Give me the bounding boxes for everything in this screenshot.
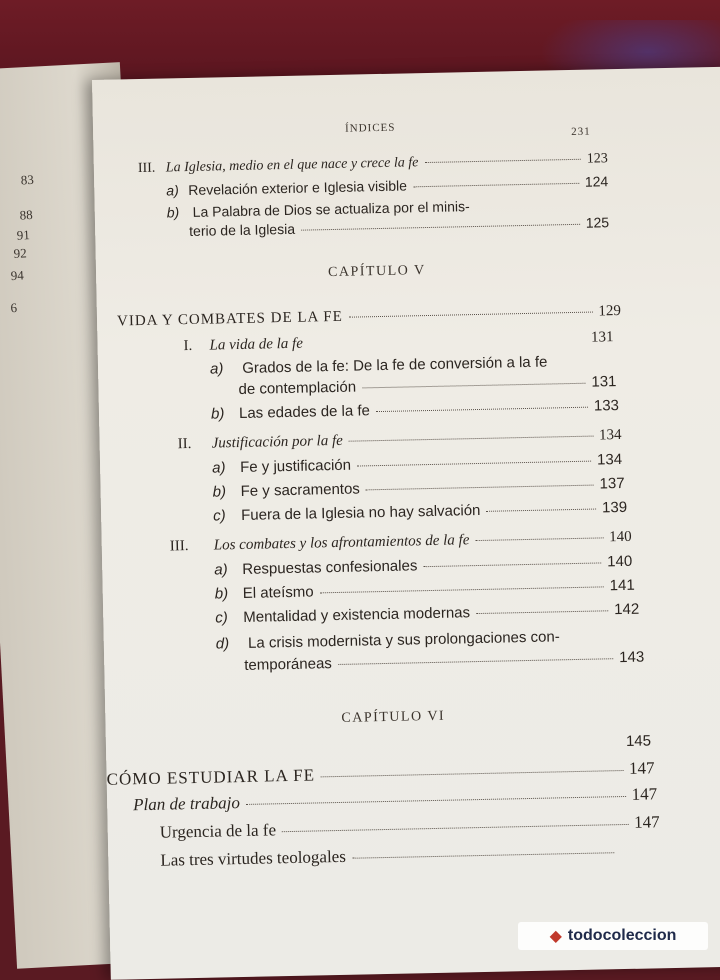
leader-dots <box>362 383 585 389</box>
toc-label: a) <box>211 459 226 477</box>
toc-page: 124 <box>584 173 609 190</box>
toc-text: Grados de la fe: De la fe de conversión a la fe <box>242 353 548 377</box>
toc-page: 142 <box>613 600 640 619</box>
toc-label: a) <box>209 360 224 378</box>
toc-text: Respuestas confesionales <box>242 557 418 578</box>
left-page-number: 94 <box>10 267 25 284</box>
toc-page: 131 <box>591 373 617 391</box>
chapter-heading: CAPÍTULO V <box>327 263 426 281</box>
toc-label: II. <box>177 436 192 453</box>
toc-entry-line <box>216 628 560 652</box>
leader-dots <box>349 436 593 442</box>
toc-entry <box>183 329 613 355</box>
toc-page: 140 <box>609 528 632 546</box>
leader-dots <box>413 183 579 187</box>
toc-page: 134 <box>596 450 623 469</box>
toc-page: 137 <box>599 474 625 493</box>
toc-text: Revelación exterior e Iglesia visible <box>188 177 408 199</box>
toc-page: 129 <box>598 302 622 320</box>
running-header: ÍNDICES <box>344 121 396 135</box>
toc-entry <box>244 649 644 674</box>
toc-label: a) <box>166 182 179 199</box>
left-page-number: 6 <box>10 299 18 316</box>
toc-entry <box>160 812 660 842</box>
leader-dots <box>349 312 593 318</box>
leader-dots <box>301 224 580 231</box>
toc-entry <box>213 499 627 525</box>
toc-page: 123 <box>586 151 608 167</box>
leader-dots <box>366 485 594 491</box>
toc-entry <box>177 427 621 453</box>
toc-page: 147 <box>631 784 658 804</box>
toc-label: d) <box>215 635 230 653</box>
leader-dots <box>376 407 588 412</box>
left-page-number: 91 <box>16 227 31 243</box>
toc-text: VIDA Y COMBATES DE LA FE <box>116 308 344 330</box>
toc-text: La Palabra de Dios se actualiza por el minis- <box>192 198 470 220</box>
leader-dots <box>320 586 604 593</box>
toc-text: de contemplación <box>238 378 357 398</box>
leader-dots <box>423 562 601 567</box>
toc-label: b) <box>212 483 227 501</box>
toc-entry <box>160 841 620 871</box>
toc-entry <box>212 451 622 477</box>
toc-text: CÓMO ESTUDIAR LA FE <box>106 765 316 789</box>
toc-text: Los combates y los afrontamientos de la fe <box>213 532 470 554</box>
toc-page: 133 <box>593 397 620 415</box>
toc-entry <box>211 397 619 423</box>
toc-chapter-title <box>117 303 621 331</box>
toc-text: Urgencia de la fe <box>159 820 277 842</box>
toc-text: Justificación por la fe <box>211 432 344 452</box>
toc-entry <box>215 577 635 603</box>
toc-text: temporáneas <box>244 655 333 674</box>
watermark-text: todocoleccion <box>567 927 677 944</box>
toc-page: 131 <box>590 329 614 346</box>
toc-label: c) <box>215 609 228 627</box>
toc-label: I. <box>183 337 193 355</box>
toc-text: El ateísmo <box>242 583 314 602</box>
toc-label: III. <box>137 160 156 177</box>
toc-label: b) <box>214 585 229 603</box>
page-number-header: 231 <box>571 125 591 138</box>
toc-text: Las tres virtudes teologales <box>160 846 347 870</box>
toc-text: Mentalidad y existencia modernas <box>243 604 471 626</box>
toc-text: Las edades de la fe <box>238 402 371 422</box>
toc-label: III. <box>169 538 189 555</box>
leader-dots <box>424 159 580 163</box>
toc-entry-line <box>210 354 548 378</box>
leader-dots <box>321 770 623 777</box>
leader-dots <box>282 824 628 832</box>
leader-dots <box>338 658 613 665</box>
toc-label: b) <box>210 405 225 423</box>
toc-page: 125 <box>585 214 610 231</box>
toc-text: terio de la Iglesia <box>189 220 296 239</box>
toc-page: 147 <box>633 812 660 832</box>
leader-dots <box>475 537 603 541</box>
chapter-heading: CAPÍTULO VI <box>341 708 446 726</box>
toc-label: a) <box>214 561 228 579</box>
toc-page: 145 <box>625 732 652 750</box>
toc-text: La Iglesia, medio en el que nace y crece la fe <box>165 155 419 176</box>
leader-dots <box>357 461 591 467</box>
toc-entry <box>138 151 608 177</box>
toc-page: 141 <box>609 576 635 595</box>
leader-dots <box>246 796 626 805</box>
toc-page: 139 <box>601 498 628 517</box>
toc-page: 147 <box>628 758 655 778</box>
toc-label: b) <box>166 204 180 221</box>
toc-text: Fuera de la Iglesia no hay salvación <box>240 501 481 524</box>
left-page-number: 88 <box>19 206 34 223</box>
toc-text: La vida de la fe <box>209 335 304 354</box>
toc-entry <box>214 553 632 579</box>
toc-entry <box>170 529 632 556</box>
left-page-number: 92 <box>13 245 28 261</box>
leader-dots <box>486 509 596 512</box>
leader-dots <box>476 610 608 614</box>
toc-text: Plan de trabajo <box>132 793 241 815</box>
site-watermark <box>518 922 708 950</box>
toc-entry <box>238 373 616 398</box>
toc-entry <box>166 173 608 198</box>
toc-text: Fe y sacramentos <box>240 480 361 500</box>
logo-icon: ◆ <box>549 928 562 945</box>
toc-page: 140 <box>606 552 633 571</box>
toc-text: La crisis modernista y sus prolongaciones con- <box>247 628 560 652</box>
index-page <box>92 67 720 980</box>
toc-entry <box>215 601 639 627</box>
toc-page: 143 <box>619 648 645 667</box>
toc-text: Fe y justificación <box>239 456 352 476</box>
left-page-number: 83 <box>20 171 35 188</box>
toc-entry <box>212 475 624 501</box>
toc-label: c) <box>212 507 226 525</box>
toc-page: 134 <box>598 426 622 444</box>
toc-entry <box>133 784 657 815</box>
leader-dots <box>352 852 614 858</box>
